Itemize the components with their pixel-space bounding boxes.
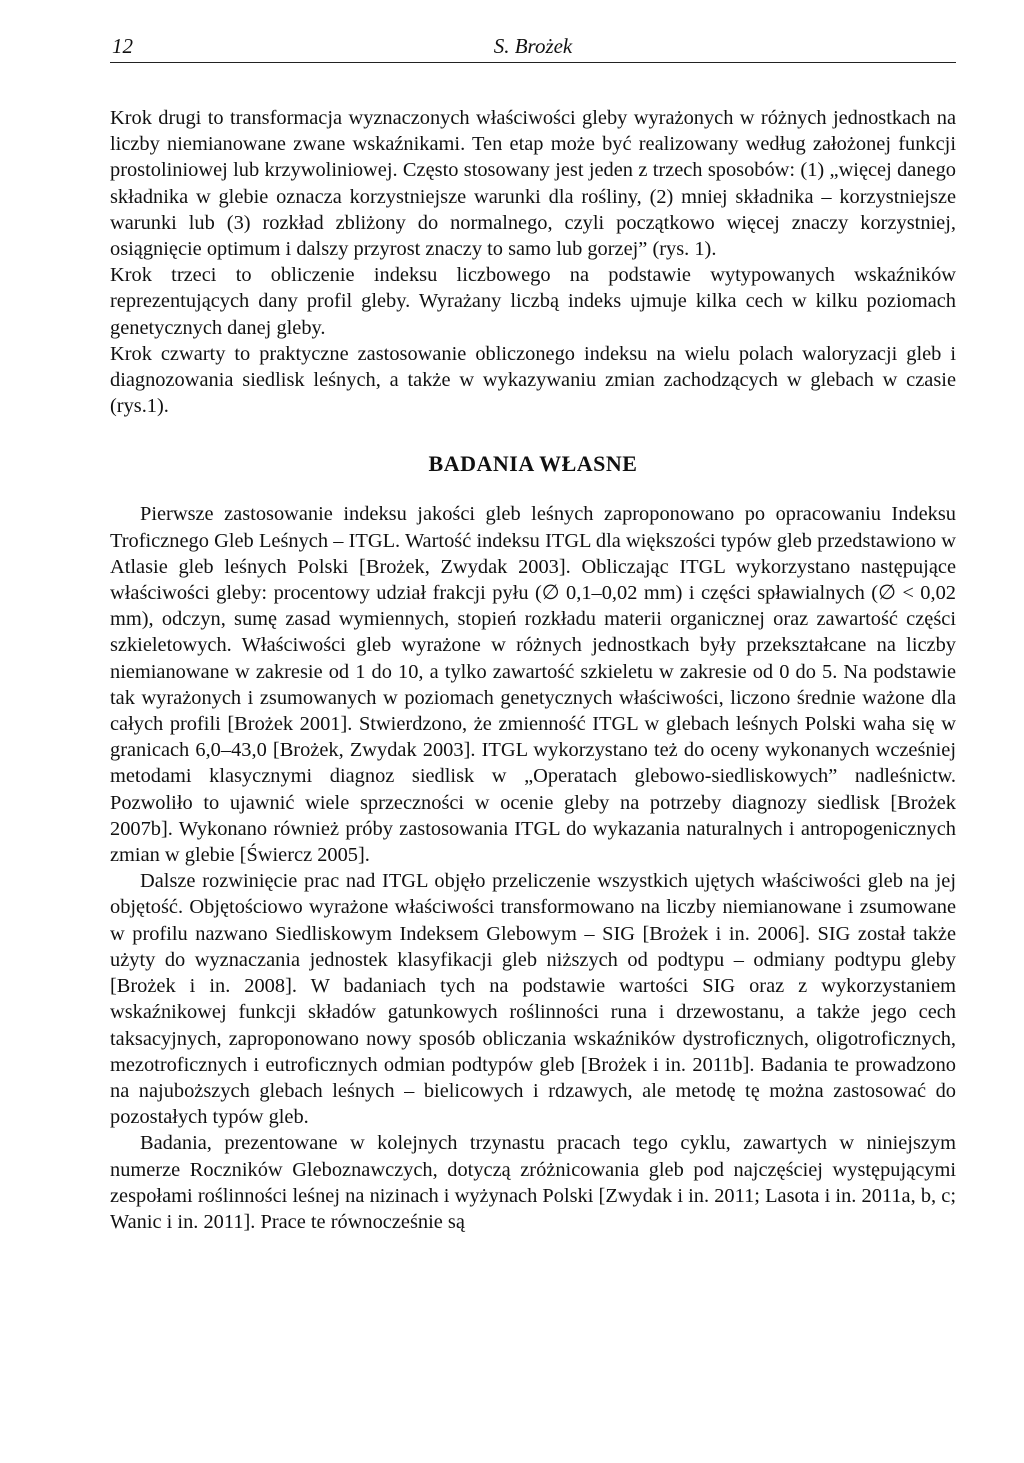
paragraph-sig: Dalsze rozwinięcie prac nad ITGL objęło przeliczenie wszystkich ujętych właściwości gleb na jej objętość. Objętościowo wyrażone właściwości transformowano na liczby niemianowane i zsumowane w profilu nazwano Siedliskowym Indeksem Glebowym – SIG [Brożek i in. 2006]. SIG został także użyty do wyznaczania jednostek klasyfikacji gleb niższych od podtypu – odmiany podtypu gleby [Brożek i in. 2008]. W badaniach tych na podstawie wartości SIG oraz z wykorzystaniem wskaźnikowej funkcji składów gatunkowych roślinności runa i drzewostanu, a także jego cech taksacyjnych, zaproponowano nowy sposób obliczania wskaźników dystroficznych, oligotroficznych, mezotroficznych i eutroficznych odmian podtypów gleb [Brożek i in. 2011b]. Badania te prowadzono na najuboższych glebach leśnych – bielicowych i rdzawych, ale metodę tę można zastosować do pozostałych typów gleb. <box>110 870 956 1129</box>
paragraph-itgl: Pierwsze zastosowanie indeksu jakości gleb leśnych zaproponowano po opracowaniu Indeksu Troficznego Gleb Leśnych – ITGL. Wartość indeksu ITGL dla większości typów gleb przedstawiono w Atlasie gleb leśnych Polski [Brożek, Zwydak 2003]. Obliczając ITGL wykorzystano następujące właściwości gleby: procentowy udział frakcji pyłu (∅ 0,1–0,02 mm) i części spławialnych (∅ < 0,02 mm), odczyn, sumę zasad wymiennych, stopień rozkładu materii organicznej oraz zawartość części szkieletowych. Właściwości gleb wyrażone w różnych jednostkach były przekształcane na liczby niemianowane w zakresie od 1 do 10, a tylko zawartość szkieletu w zakresie od 0 do 5. Na podstawie tak wyrażonych i zsumowanych w poziomach genetycznych właściwości, liczono średnie ważone dla całych profili [Brożek 2001]. Stwierdzono, że zmienność ITGL w glebach leśnych Polski waha się w granicach 6,0–43,0 [Brożek, Zwydak 2003]. ITGL wykorzystano też do oceny wykonanych wcześniej metodami klasycznymi diagnoz siedlisk w „Operatach glebowo-siedliskowych” nadleśnictw. Pozwoliło to ujawnić wiele sprzeczności w ocenie gleby na potrzeby diagnozy siedlisk [Brożek 2007b]. Wykonano również próby zastosowania ITGL do wykazania naturalnych i antropogenicznych zmian w glebie [Świercz 2005]. <box>110 503 956 867</box>
paragraph-step-three: Krok trzeci to obliczenie indeksu liczbowego na podstawie wytypowanych wskaźników reprezentujących dany profil gleby. Wyrażany liczbą indeks ujmuje kilka cech w kilku poziomach genetycznych danej gleby. <box>110 264 956 339</box>
page-number: 12 <box>112 34 133 58</box>
section-heading: BADANIA WŁASNE <box>428 451 638 477</box>
running-head <box>110 30 956 63</box>
running-head-author: S. Brożek <box>493 34 573 58</box>
paragraph-research-cycle: Badania, prezentowane w kolejnych trzynastu pracach tego cyklu, zawartych w niniejszym numerze Roczników Gleboznawczych, dotyczą zróżnicowania gleb pod najczęściej występującymi zespołami roślinności leśnej na nizinach i wyżynach Polski [Zwydak i in. 2011; Lasota i in. 2011a, b, c; Wanic i in. 2011]. Prace te równocześnie są <box>110 1132 956 1233</box>
intro-text <box>110 105 956 419</box>
section-body <box>110 501 956 1235</box>
paragraph-step-two: Krok drugi to transformacja wyznaczonych właściwości gleby wyrażonych w różnych jednostkach na liczby niemianowane zwane wskaźnikami. Ten etap może być realizowany według założonej funkcji prostoliniowej lub krzywoliniowej. Często stosowany jest jeden z trzech sposobów: (1) „więcej danego składnika w glebie oznacza korzystniejsze warunki dla rośliny, (2) mniej składnika – korzystniejsze warunki lub (3) rozkład zbliżony do normalnego, czyli początkowo więcej znaczy korzystniej, osiągnięcie optimum i dalszy przyrost znaczy to samo lub gorzej” (rys. 1). <box>110 107 956 261</box>
paragraph-step-four: Krok czwarty to praktyczne zastosowanie obliczonego indeksu na wielu polach waloryzacji gleb i diagnozowania siedlisk leśnych, a także w wykazywaniu zmian zachodzących w glebach w czasie (rys.1). <box>110 342 956 418</box>
page <box>110 30 956 1235</box>
